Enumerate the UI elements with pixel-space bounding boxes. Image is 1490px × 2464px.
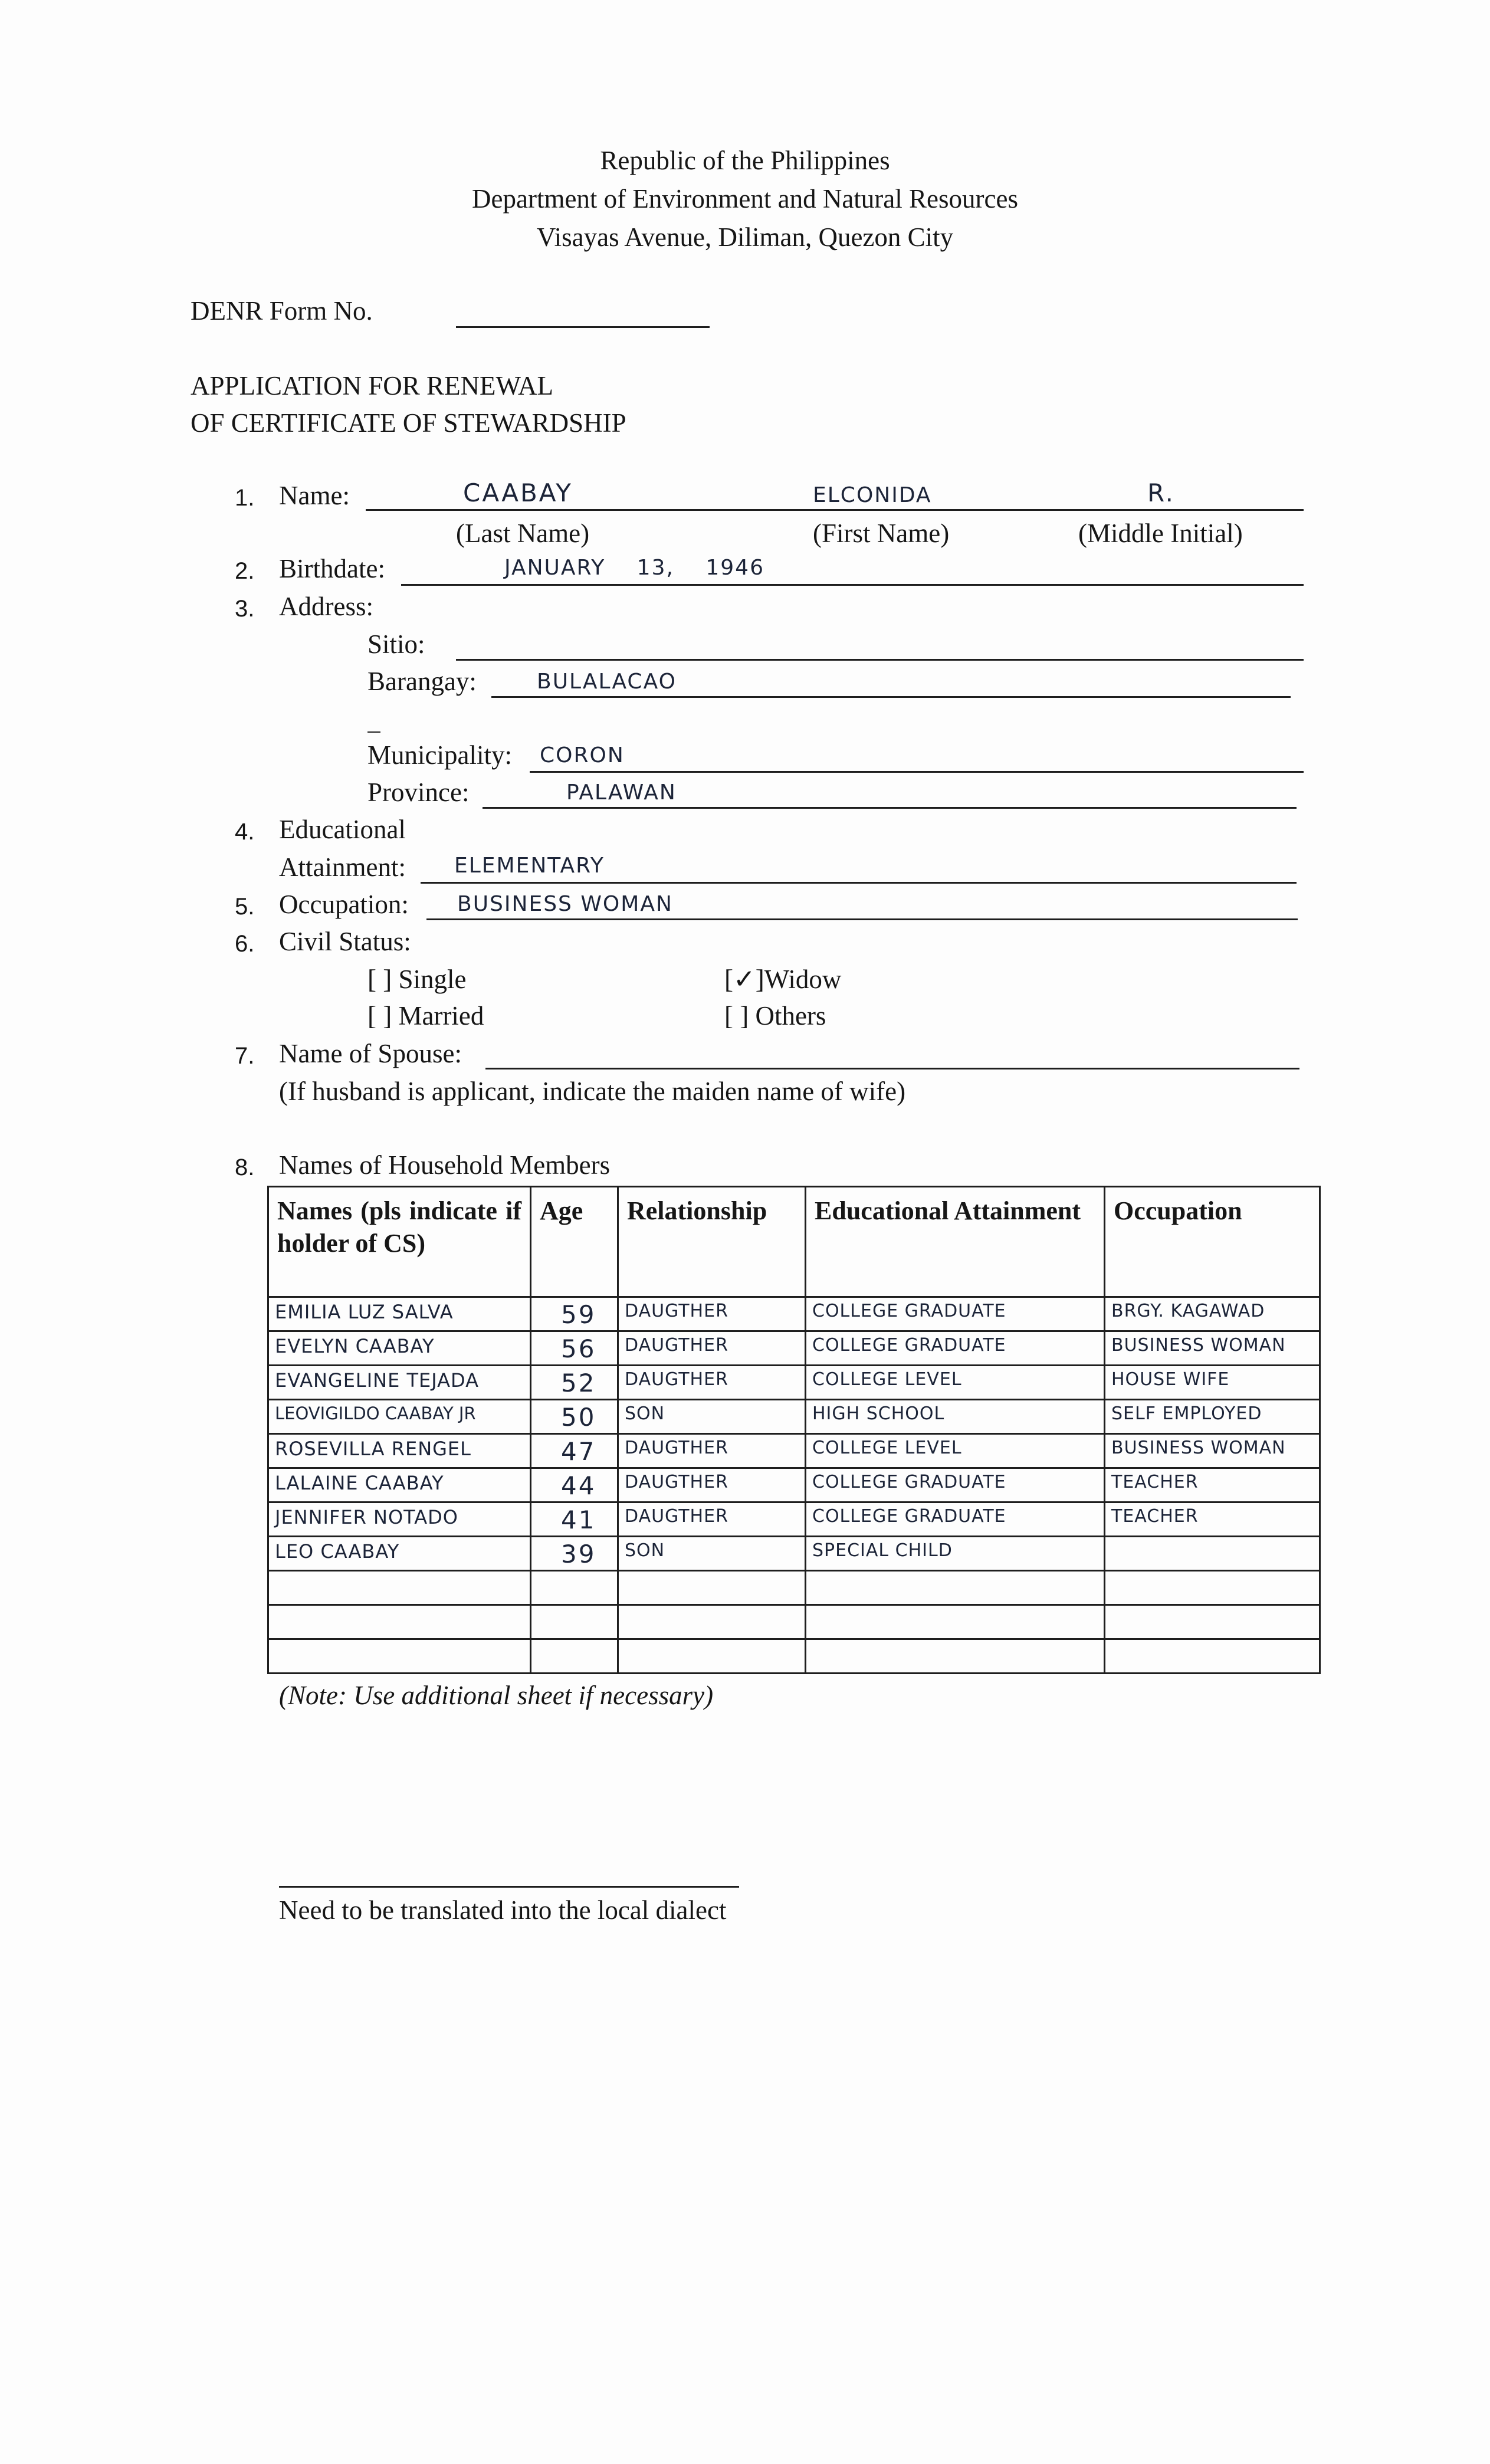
province-line (483, 807, 1297, 809)
member-education: COLLEGE LEVEL (812, 1438, 962, 1458)
table-cell (531, 1366, 618, 1400)
table-cell (531, 1502, 618, 1537)
member-education: COLLEGE GRADUATE (812, 1335, 1006, 1356)
table-cell (618, 1639, 806, 1674)
table-cell (531, 1434, 618, 1468)
form-title-line2: OF CERTIFICATE OF STEWARDSHIP (191, 408, 626, 438)
form-no-label: DENR Form No. (191, 296, 373, 326)
table-cell (1105, 1639, 1320, 1674)
table-cell (806, 1571, 1105, 1605)
last-name-caption: (Last Name) (456, 519, 590, 548)
birthdate-line (401, 584, 1304, 586)
table-cell (268, 1297, 531, 1331)
table-cell (618, 1434, 806, 1468)
footer-line (279, 1886, 739, 1888)
header-department: Department of Environment and Natural Resources (472, 184, 1018, 214)
married-checkbox[interactable]: [ ] Married (367, 1001, 484, 1031)
table-cell (618, 1331, 806, 1366)
sitio-label: Sitio: (367, 629, 425, 659)
table-cell (618, 1366, 806, 1400)
table-row (268, 1434, 1320, 1468)
table-cell (806, 1366, 1105, 1400)
name-line (366, 509, 1304, 511)
member-education: SPECIAL CHILD (812, 1540, 953, 1561)
municipality-label: Municipality: (367, 740, 512, 770)
education-label-line1: Educational (279, 815, 406, 844)
table-cell (268, 1571, 531, 1605)
table-cell (1105, 1537, 1320, 1571)
table-cell (268, 1400, 531, 1434)
table-header-row (268, 1187, 1320, 1297)
barangay-line (491, 696, 1291, 698)
table-cell (806, 1400, 1105, 1434)
middle-initial-value: R. (1147, 478, 1176, 507)
spouse-line (485, 1068, 1299, 1069)
others-checkbox[interactable]: [ ] Others (724, 1001, 826, 1031)
table-cell (531, 1537, 618, 1571)
table-cell (806, 1434, 1105, 1468)
table-cell (531, 1571, 618, 1605)
barangay-value: BULALACAO (537, 670, 677, 694)
member-relationship: DAUGTHER (625, 1335, 728, 1356)
member-name: EVANGELINE TEJADA (275, 1369, 479, 1392)
spouse-label: Name of Spouse: (279, 1039, 462, 1068)
table-cell (806, 1639, 1105, 1674)
member-name: JENNIFER NOTADO (275, 1506, 458, 1528)
header-republic: Republic of the Philippines (600, 146, 890, 175)
member-age: 52 (561, 1369, 596, 1397)
form-no-line (456, 326, 710, 328)
education-line (421, 882, 1297, 884)
table-cell (618, 1468, 806, 1502)
member-education: COLLEGE GRADUATE (812, 1506, 1006, 1527)
member-name: LEO CAABAY (275, 1540, 400, 1563)
table-cell (806, 1468, 1105, 1502)
member-age: 39 (561, 1540, 596, 1569)
member-occupation: BUSINESS WOMAN (1111, 1335, 1286, 1356)
column-header-names: Names (pls indicate if holder of CS) (268, 1187, 531, 1297)
item-number: 4. (235, 819, 255, 845)
table-cell (618, 1537, 806, 1571)
member-relationship: DAUGTHER (625, 1369, 728, 1390)
table-cell (531, 1400, 618, 1434)
first-name-value: ELCONIDA (813, 483, 932, 507)
table-cell (531, 1331, 618, 1366)
name-label: Name: (279, 481, 350, 510)
table-cell (806, 1537, 1105, 1571)
education-value: ELEMENTARY (454, 854, 605, 878)
table-cell (531, 1468, 618, 1502)
member-age: 44 (561, 1471, 596, 1500)
table-note: (Note: Use additional sheet if necessary) (279, 1681, 714, 1710)
item-number: 7. (235, 1043, 255, 1069)
member-age: 50 (561, 1403, 596, 1432)
table-cell (1105, 1502, 1320, 1537)
member-relationship: SON (625, 1403, 665, 1424)
table-row (268, 1400, 1320, 1434)
item-number: 2. (235, 558, 255, 584)
table-row (268, 1537, 1320, 1571)
table-cell (268, 1331, 531, 1366)
member-occupation (1111, 1537, 1319, 1542)
header-address: Visayas Avenue, Diliman, Quezon City (536, 222, 954, 252)
table-cell (268, 1434, 531, 1468)
table-cell (268, 1605, 531, 1639)
item-number: 8. (235, 1154, 255, 1180)
table-cell (618, 1571, 806, 1605)
table-cell (1105, 1605, 1320, 1639)
member-relationship: SON (625, 1540, 665, 1561)
member-occupation: SELF EMPLOYED (1111, 1403, 1262, 1424)
table-cell (1105, 1331, 1320, 1366)
province-value: PALAWAN (566, 780, 677, 805)
table-row (268, 1468, 1320, 1502)
member-occupation: BRGY. KAGAWAD (1111, 1301, 1265, 1321)
table-row (268, 1571, 1320, 1605)
sitio-line (456, 659, 1304, 661)
table-row (268, 1605, 1320, 1639)
education-label-line2: Attainment: (279, 852, 406, 882)
member-name: LALAINE CAABAY (275, 1472, 444, 1494)
table-cell (268, 1366, 531, 1400)
form-title-line1: APPLICATION FOR RENEWAL (191, 371, 554, 401)
member-education: COLLEGE GRADUATE (812, 1301, 1006, 1321)
table-row (268, 1331, 1320, 1366)
member-education: COLLEGE GRADUATE (812, 1472, 1006, 1492)
table-cell (806, 1605, 1105, 1639)
province-label: Province: (367, 777, 470, 807)
middle-initial-caption: (Middle Initial) (1078, 519, 1243, 548)
birthdate-value: JANUARY 13, 1946 (504, 556, 764, 580)
member-relationship: DAUGTHER (625, 1301, 728, 1321)
municipality-value: CORON (540, 743, 625, 767)
item-number: 5. (235, 894, 255, 920)
table-row (268, 1639, 1320, 1674)
table-cell (268, 1639, 531, 1674)
member-education: COLLEGE LEVEL (812, 1369, 962, 1390)
member-name: EMILIA LUZ SALVA (275, 1301, 454, 1323)
table-cell (1105, 1297, 1320, 1331)
table-cell (1105, 1434, 1320, 1468)
table-cell (618, 1297, 806, 1331)
spouse-note: (If husband is applicant, indicate the maiden name of wife) (279, 1077, 906, 1106)
civil-status-label: Civil Status: (279, 927, 411, 956)
column-header-relationship: Relationship (618, 1187, 806, 1297)
member-occupation: HOUSE WIFE (1111, 1369, 1230, 1390)
member-name: EVELYN CAABAY (275, 1335, 435, 1357)
member-occupation: TEACHER (1111, 1472, 1199, 1492)
table-cell (268, 1468, 531, 1502)
member-age: 59 (561, 1300, 596, 1329)
footer-note: Need to be translated into the local dialect (279, 1895, 727, 1925)
member-name: ROSEVILLA RENGEL (275, 1438, 471, 1460)
single-checkbox[interactable]: [ ] Single (367, 964, 467, 994)
table-row (268, 1297, 1320, 1331)
member-occupation: BUSINESS WOMAN (1111, 1438, 1286, 1458)
municipality-line (530, 771, 1304, 773)
member-age: 41 (561, 1505, 596, 1534)
table-cell (1105, 1468, 1320, 1502)
member-name: LEOVIGILDO CAABAY JR (275, 1403, 476, 1423)
table-cell (1105, 1400, 1320, 1434)
table-cell (806, 1502, 1105, 1537)
table-cell (806, 1331, 1105, 1366)
item-number: 6. (235, 931, 255, 957)
member-education: HIGH SCHOOL (812, 1403, 945, 1424)
table-cell (1105, 1366, 1320, 1400)
table-row (268, 1366, 1320, 1400)
table-cell (618, 1605, 806, 1639)
item-number: 3. (235, 596, 255, 622)
column-header-occupation: Occupation (1105, 1187, 1320, 1297)
first-name-caption: (First Name) (813, 519, 950, 548)
table-cell (618, 1400, 806, 1434)
occupation-label: Occupation: (279, 890, 409, 919)
table-cell (268, 1502, 531, 1537)
address-label: Address: (279, 592, 373, 621)
table-cell (531, 1297, 618, 1331)
column-header-age: Age (531, 1187, 618, 1297)
barangay-label: Barangay: (367, 667, 477, 696)
widow-checkbox-box: [✓] (724, 964, 764, 994)
column-header-educational-attainment: Educational Attainment (806, 1187, 1105, 1297)
table-cell (531, 1639, 618, 1674)
member-relationship: DAUGTHER (625, 1472, 728, 1492)
member-age: 47 (561, 1437, 596, 1466)
table-cell (531, 1605, 618, 1639)
stray-mark (367, 731, 380, 733)
occupation-value: BUSINESS WOMAN (457, 892, 673, 916)
table-cell (1105, 1571, 1320, 1605)
table-row (268, 1502, 1320, 1537)
last-name-value: CAABAY (463, 478, 573, 507)
member-occupation: TEACHER (1111, 1506, 1199, 1527)
occupation-line (426, 918, 1298, 920)
widow-checkbox[interactable] (724, 966, 841, 993)
widow-label: Widow (764, 964, 842, 994)
member-relationship: DAUGTHER (625, 1438, 728, 1458)
item-number: 1. (235, 485, 255, 511)
household-table (267, 1186, 1321, 1674)
table-cell (268, 1537, 531, 1571)
member-age: 56 (561, 1334, 596, 1363)
household-label: Names of Household Members (279, 1150, 611, 1180)
birthdate-label: Birthdate: (279, 554, 385, 583)
member-relationship: DAUGTHER (625, 1506, 728, 1527)
table-cell (806, 1297, 1105, 1331)
table-cell (618, 1502, 806, 1537)
